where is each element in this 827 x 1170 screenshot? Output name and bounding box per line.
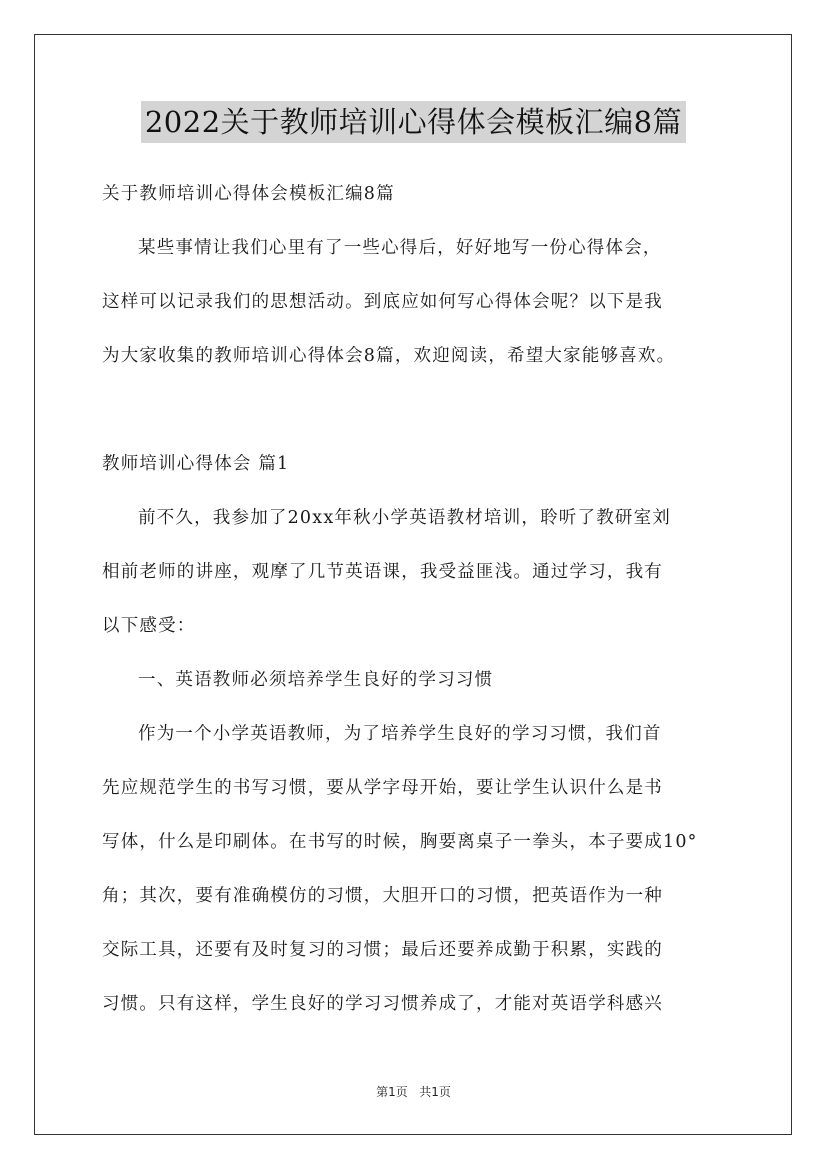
paragraph-line: 角；其次，要有准确模仿的习惯，大胆开口的习惯，把英语作为一种 [102,886,663,906]
paragraph-line: 先应规范学生的书写习惯，要从学字母开始，要让学生认识什么是书 [102,778,663,798]
page-footer: 第1页 共1页 [376,1085,451,1099]
paragraph-line: 交际工具，还要有及时复习的习惯；最后还要养成勤于积累，实践的 [102,940,663,960]
title-wrap [0,101,827,143]
intro-line: 为大家收集的教师培训心得体会8篇，欢迎阅读，希望大家能够喜欢。 [102,346,676,366]
paragraph-line: 写体，什么是印刷体。在书写的时候，胸要离桌子一拳头，本子要成10° [102,832,698,852]
document-title: 2022关于教师培训心得体会模板汇编8篇 [141,101,686,143]
section-heading: 教师培训心得体会 篇1 [102,454,290,474]
paragraph-line: 相前老师的讲座，观摩了几节英语课，我受益匪浅。通过学习，我有 [102,562,663,582]
intro-line: 这样可以记录我们的思想活动。到底应如何写心得体会呢？以下是我 [102,292,663,312]
intro-line: 某些事情让我们心里有了一些心得后，好好地写一份心得体会， [138,238,662,258]
paragraph-line: 前不久，我参加了20xx年秋小学英语教材培训，聆听了教研室刘 [138,508,672,528]
document-subtitle: 关于教师培训心得体会模板汇编8篇 [102,184,395,204]
paragraph-line: 以下感受： [102,616,196,636]
point-heading: 一、英语教师必须培养学生良好的学习习惯 [138,670,494,690]
paragraph-line: 作为一个小学英语教师，为了培养学生良好的学习习惯，我们首 [138,724,662,744]
paragraph-line: 习惯。只有这样，学生良好的学习习惯养成了，才能对英语学科感兴 [102,994,663,1014]
